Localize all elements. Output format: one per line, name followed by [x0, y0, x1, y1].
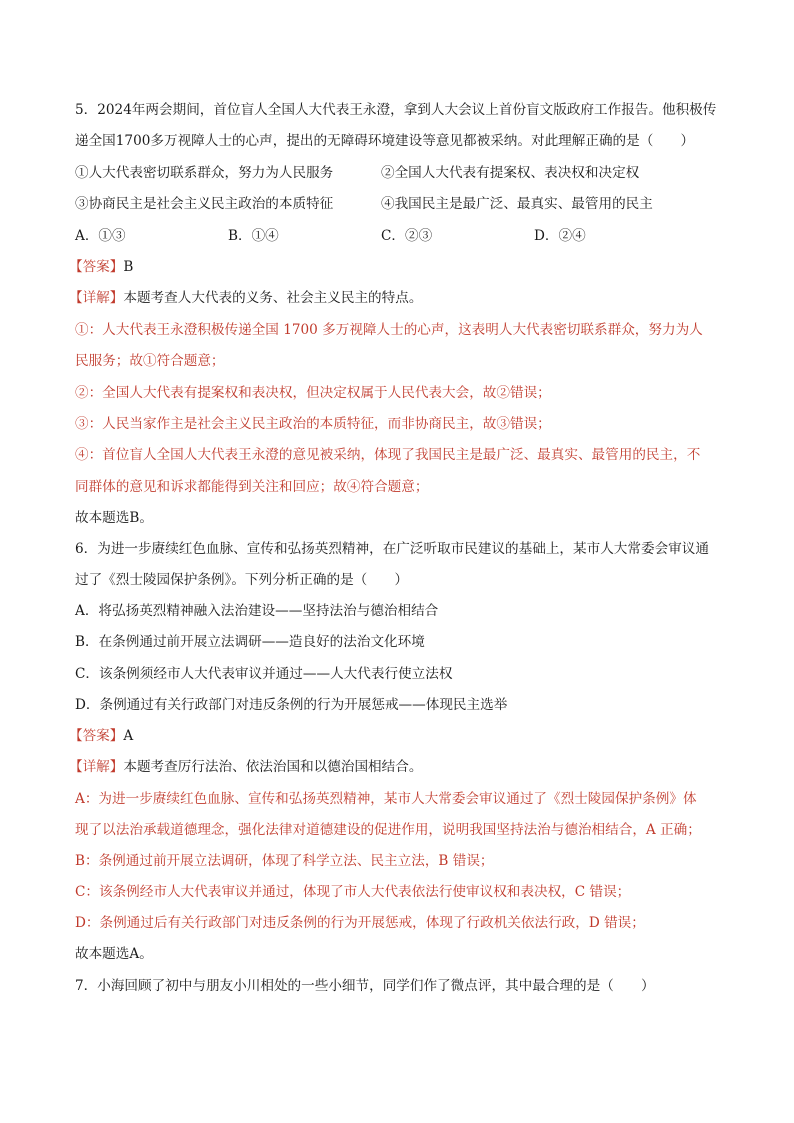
- q5-explanation-3: ③：人民当家作主是社会主义民主政治的本质特征，而非协商民主，故③错误；: [75, 416, 551, 432]
- q5-answer: [69, 257, 719, 277]
- q5-stem-line2: 递全国1700多万视障人士的心声，提出的无障碍环境建设等意见都被采纳。对此理解正确的是（ ）: [75, 133, 695, 149]
- q6-detail: [69, 757, 719, 777]
- answer-value: B: [123, 259, 134, 275]
- q5-stem-line1: 5．2024年两会期间，首位盲人全国人大代表王永澄，拿到人大会议上首份盲文版政府工作报告。他积极传: [75, 102, 717, 118]
- q5-explanation-1b: 民服务；故①符合题意；: [75, 353, 225, 369]
- q5-explanation-4b: 同群体的意见和诉求都能得到关注和回应；故④符合题意；: [75, 479, 429, 495]
- q6-answer: [69, 726, 719, 746]
- detail-tag: 【详解】: [69, 290, 124, 306]
- answer-value: A: [123, 728, 134, 744]
- q5-explanation-2: ②：全国人大代表有提案权和表决权，但决定权属于人民代表大会，故②错误；: [75, 385, 551, 401]
- answer-tag: 【答案】: [69, 728, 124, 744]
- q6-explanation-a1: A：为进一步赓续红色血脉、宣传和弘扬英烈精神，某市人大常委会审议通过了《烈士陵园保护条例》体: [75, 791, 697, 807]
- q5-option-a: A．①③: [75, 228, 126, 244]
- q6-explanation-c: C：该条例经市人大代表审议并通过，体现了市人大代表依法行使审议权和表决权，C 错误；: [75, 884, 631, 900]
- q5-statement-4: ④我国民主是最广泛、最真实、最管用的民主: [381, 196, 653, 212]
- detail-text: 本题考查厉行法治、依法治国和以德治国相结合。: [123, 759, 423, 775]
- q5-explanation-1a: ①：人大代表王永澄积极传递全国 1700 多万视障人士的心声，这表明人大代表密切联系群众，努力为人: [75, 322, 703, 338]
- q6-conclusion: 故本题选A。: [75, 946, 153, 962]
- q6-option-c: C．该条例须经市人大代表审议并通过——人大代表行使立法权: [75, 666, 453, 682]
- q5-statement-2: ②全国人大代表有提案权、表决权和决定权: [381, 165, 640, 181]
- q5-option-d: D．②④: [534, 228, 586, 244]
- q7-stem-line1: 7．小海回顾了初中与朋友小川相处的一些小细节，同学们作了微点评，其中最合理的是（ ）: [75, 978, 655, 994]
- q6-option-b: B．在条例通过前开展立法调研——造良好的法治文化环境: [75, 634, 425, 650]
- q6-option-a: A．将弘扬英烈精神融入法治建设——坚持法治与德治相结合: [75, 603, 439, 619]
- q6-stem-line2: 过了《烈士陵园保护条例》。下列分析正确的是（ ）: [75, 572, 409, 588]
- detail-text: 本题考查人大代表的义务、社会主义民主的特点。: [123, 290, 423, 306]
- q6-explanation-a2: 现了以法治承载道德理念，强化法律对道德建设的促进作用，说明我国坚持法治与德治相结合，A 正确；: [75, 822, 701, 838]
- q6-explanation-d: D：条例通过后有关行政部门对违反条例的行为开展惩戒，体现了行政机关依法行政，D 错误；: [75, 915, 645, 931]
- q5-detail: [69, 288, 719, 308]
- q6-option-d: D．条例通过有关行政部门对违反条例的行为开展惩戒——体现民主选举: [75, 697, 508, 713]
- q6-explanation-b: B：条例通过前开展立法调研，体现了科学立法、民主立法，B 错误；: [75, 853, 494, 869]
- q5-option-b: B．①④: [228, 228, 279, 244]
- answer-tag: 【答案】: [69, 259, 124, 275]
- q5-conclusion: 故本题选B。: [75, 510, 153, 526]
- detail-tag: 【详解】: [69, 759, 124, 775]
- q5-option-c: C．②③: [381, 228, 433, 244]
- q6-stem-line1: 6．为进一步赓续红色血脉、宣传和弘扬英烈精神，在广泛听取市民建议的基础上，某市人大常委会审议通: [75, 541, 709, 557]
- q5-explanation-4a: ④：首位盲人全国人大代表王永澄的意见被采纳，体现了我国民主是最广泛、最真实、最管用的民主，不: [75, 447, 701, 463]
- q5-statement-3: ③协商民主是社会主义民主政治的本质特征: [75, 196, 334, 212]
- q5-statement-1: ①人大代表密切联系群众，努力为人民服务: [75, 165, 334, 181]
